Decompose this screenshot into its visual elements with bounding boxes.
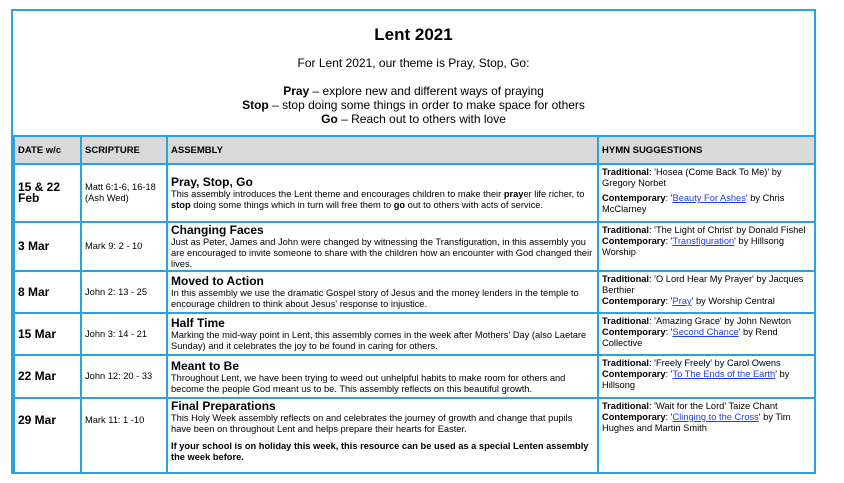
hymn-text: : 'Hosea (Come Back To Me)' by Gregory Norbet <box>602 167 782 188</box>
assembly-cell <box>167 355 598 398</box>
date-cell: 8 Mar <box>14 271 81 313</box>
traditional-hymn <box>602 167 811 189</box>
traditional-hymn <box>602 401 811 412</box>
assembly-description: Marking the mid-way point in Lent, this assembly comes in the week after Mothers' Day (also Laetare Sunday) and it celebrates the joy to be found in caring for others. <box>171 330 587 351</box>
date-cell: 15 Mar <box>14 313 81 355</box>
hymn-text: : 'Wait for the Lord' Taize Chant <box>649 401 778 411</box>
hymn-cell <box>598 222 815 271</box>
assembly-title: Half Time <box>171 316 225 330</box>
hymn-label: Traditional <box>602 316 650 326</box>
traditional-hymn <box>602 316 811 327</box>
contemporary-hymn <box>602 236 811 258</box>
hymn-text: : 'The Light of Christ' by Donald Fishel <box>649 225 806 235</box>
page-subtitle: For Lent 2021, our theme is Pray, Stop, Go: <box>297 56 530 70</box>
assembly-description <box>171 189 594 211</box>
scripture-cell: John 12: 20 - 33 <box>81 355 167 398</box>
hymn-label: Contemporary <box>602 369 666 379</box>
assembly-cell <box>167 313 598 355</box>
theme-word: Pray <box>283 84 310 98</box>
text-span: out to others with acts of service. <box>405 200 544 210</box>
table-row <box>14 313 815 355</box>
hymn-cell <box>598 355 815 398</box>
hymn-text: : 'O Lord Hear My Prayer' by Jacques Berthier <box>602 274 804 295</box>
theme-word: Stop <box>242 98 269 112</box>
theme-go <box>13 112 814 126</box>
page-title: Lent 2021 <box>374 25 453 44</box>
assembly-title: Moved to Action <box>171 274 264 288</box>
assembly-cell <box>167 222 598 271</box>
contemporary-hymn <box>602 327 811 349</box>
theme-stop <box>13 98 814 112</box>
contemporary-hymn <box>602 296 811 307</box>
hymn-label: Contemporary <box>602 236 666 246</box>
hymn-cell <box>598 271 815 313</box>
scripture-cell: John 3: 14 - 21 <box>81 313 167 355</box>
hymn-label: Traditional <box>602 274 650 284</box>
table-row <box>14 398 815 473</box>
table-row <box>14 355 815 398</box>
contemporary-hymn <box>602 412 811 434</box>
theme-list <box>13 84 814 126</box>
assembly-table <box>13 135 816 474</box>
lent-document <box>11 9 816 474</box>
hymn-cell <box>598 164 815 222</box>
date-cell: 22 Mar <box>14 355 81 398</box>
hymn-link[interactable]: Beauty For Ashes <box>672 193 746 203</box>
bold-span: pray <box>503 189 524 199</box>
table-row <box>14 271 815 313</box>
hymn-text: ' by Hillsong <box>602 369 790 390</box>
assembly-description: In this assembly we use the dramatic Gospel story of Jesus and the money lenders in the temple to encourage children to think about Jesus' response to injustice. <box>171 288 579 309</box>
hymn-text: : ' <box>665 327 673 337</box>
traditional-hymn <box>602 274 811 296</box>
text-span: doing some things which in turn will free them to <box>190 200 394 210</box>
bold-span: stop <box>171 200 191 210</box>
hymn-text: : ' <box>665 193 673 203</box>
assembly-description: Throughout Lent, we have been trying to weed out unhelpful habits to make room for others and become the people God meant us to be. This assembly reflects on this beautiful growth. <box>171 372 566 394</box>
assembly-cell <box>167 271 598 313</box>
assembly-cell <box>167 398 598 473</box>
hymn-link[interactable]: Transfiguration <box>672 236 735 246</box>
assembly-title: Final Preparations <box>171 399 276 413</box>
assembly-description: This Holy Week assembly reflects on and celebrates the journey of growth and change that pupils have been on throughout Lent and helps prepare their hearts for Easter. <box>171 413 573 434</box>
text-span: This assembly introduces the Lent theme and encourages children to make their <box>171 189 504 199</box>
theme-text: – explore new and different ways of praying <box>309 84 544 98</box>
theme-pray <box>13 84 814 98</box>
hymn-label: Traditional <box>602 358 650 368</box>
date-cell: 3 Mar <box>14 222 81 271</box>
hymn-text: : ' <box>665 412 673 422</box>
hymn-cell <box>598 313 815 355</box>
hymn-label: Contemporary <box>602 412 666 422</box>
hymn-label: Contemporary <box>602 296 666 306</box>
date-cell: 15 & 22 Feb <box>14 164 81 222</box>
bold-span: go <box>393 200 406 210</box>
hymn-text: : ' <box>665 369 673 379</box>
column-header-assembly: ASSEMBLY <box>167 136 598 164</box>
scripture-cell: Mark 11: 1 -10 <box>81 398 167 473</box>
table-row <box>14 222 815 271</box>
hymn-text: ' by Tim Hughes and Martin Smith <box>602 412 791 433</box>
hymn-text: ' by Rend Collective <box>602 327 778 348</box>
hymn-link[interactable]: Second Chance <box>672 327 739 337</box>
hymn-text: : 'Freely Freely' by Carol Owens <box>649 358 781 368</box>
table-header-row <box>14 136 815 164</box>
assembly-cell <box>167 164 598 222</box>
assembly-description: Just as Peter, James and John were changed by witnessing the Transfiguration, in this assembly you are encouraged to invite someone to share with the children how an encounter with God changed their lives. <box>171 237 593 269</box>
theme-word: Go <box>321 112 338 126</box>
holiday-note: If your school is on holiday this week, this resource can be used as a special Lenten assembly the week before. <box>171 441 589 462</box>
text-span: er life richer, to <box>523 189 585 199</box>
column-header-scripture: SCRIPTURE <box>81 136 167 164</box>
date-cell: 29 Mar <box>14 398 81 473</box>
hymn-text: ' by Hillsong Worship <box>602 236 785 257</box>
hymn-text: : 'Amazing Grace' by John Newton <box>649 316 792 326</box>
assembly-title: Meant to Be <box>171 358 240 373</box>
contemporary-hymn <box>602 193 811 215</box>
assembly-title: Pray, Stop, Go <box>171 175 253 189</box>
hymn-link[interactable]: Clinging to the Cross <box>672 412 759 422</box>
hymn-label: Contemporary <box>602 327 666 337</box>
hymn-cell <box>598 398 815 473</box>
hymn-text: : ' <box>665 236 673 246</box>
traditional-hymn <box>602 225 811 236</box>
hymn-label: Traditional <box>602 167 650 177</box>
hymn-label: Traditional <box>602 401 650 411</box>
hymn-text: ' by Chris McClarney <box>602 193 785 214</box>
theme-text: – stop doing some things in order to make space for others <box>268 98 585 112</box>
hymn-text: : ' <box>665 296 673 306</box>
hymn-label: Contemporary <box>602 193 666 203</box>
scripture-cell: John 2: 13 - 25 <box>81 271 167 313</box>
contemporary-hymn <box>602 369 811 391</box>
assembly-title: Changing Faces <box>171 223 264 237</box>
table-row <box>14 164 815 222</box>
hymn-link[interactable]: To The Ends of the Earth <box>672 369 776 379</box>
hymn-label: Traditional <box>602 225 650 235</box>
document-header <box>13 11 814 135</box>
column-header-date: DATE w/c <box>14 136 81 164</box>
column-header-hymns: HYMN SUGGESTIONS <box>598 136 815 164</box>
scripture-cell: Matt 6:1-6, 16-18 (Ash Wed) <box>81 164 167 222</box>
hymn-link[interactable]: Pray <box>672 296 692 306</box>
scripture-cell: Mark 9: 2 - 10 <box>81 222 167 271</box>
theme-text: – Reach out to others with love <box>337 112 506 126</box>
traditional-hymn <box>602 358 811 369</box>
hymn-text: ' by Worship Central <box>691 296 775 306</box>
